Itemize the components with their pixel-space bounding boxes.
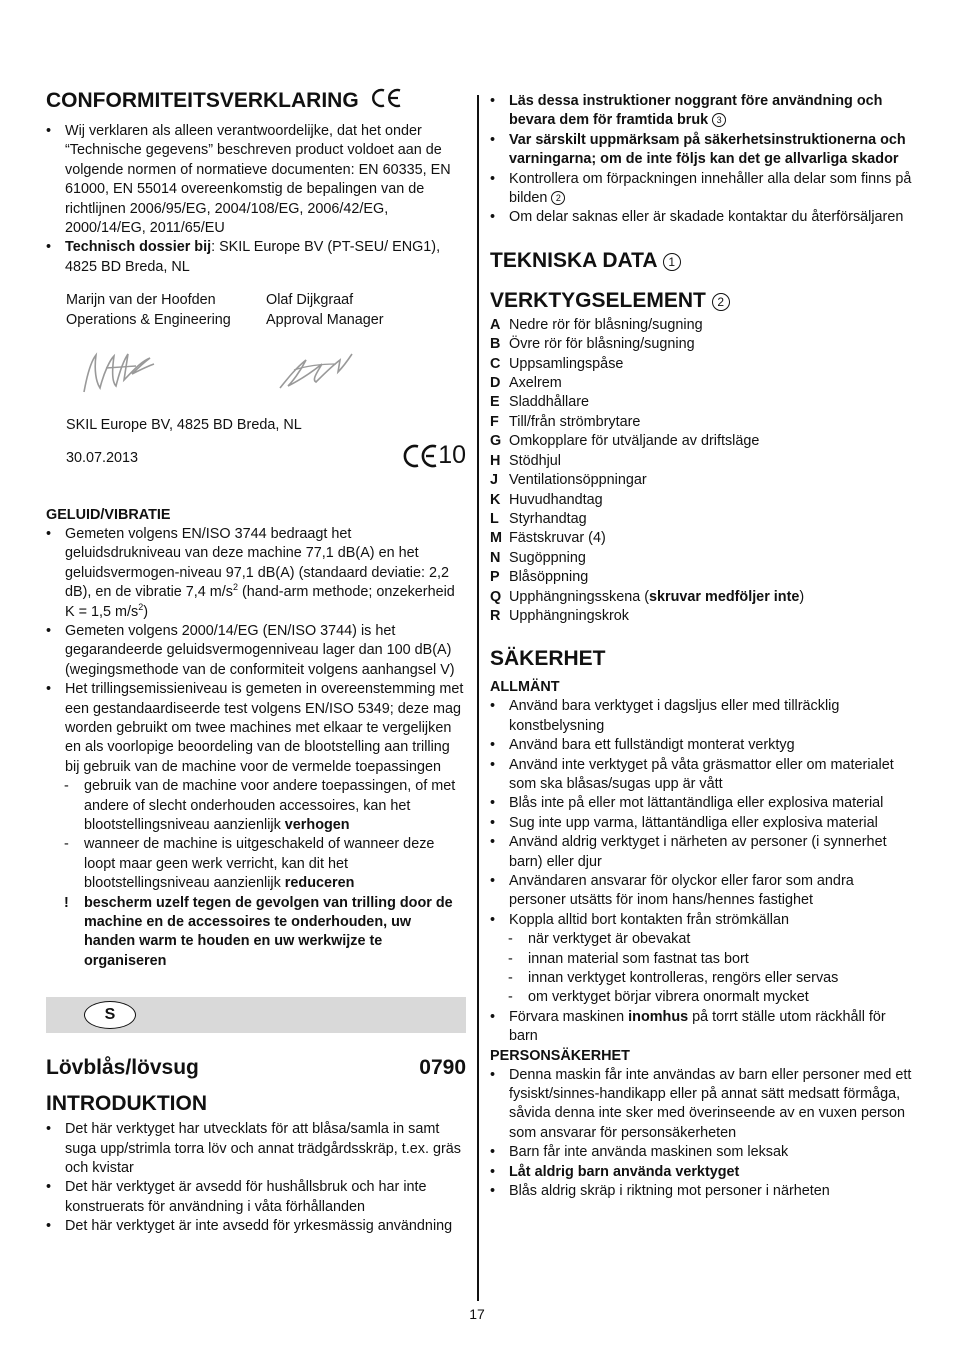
parts-list-tail <box>490 588 912 627</box>
intro-list <box>46 1120 466 1236</box>
list-item: • Det här verktyget är inte avsedd för yrkesmässig användning <box>46 1217 466 1236</box>
general-safety-title: ALLMÄNT <box>490 679 560 696</box>
signatures <box>46 291 466 408</box>
list-item: • Gemeten volgens 2000/14/EG (EN/ISO 3744) is het gegarandeerde geluidsvermogenniveau lager dan 100 dB(A) (wegingsmethode van de conformiteit volgens aanhangsel V) <box>46 622 466 680</box>
list-item: - om verktyget börjar vibrera onormalt mycket <box>490 988 912 1007</box>
part-item: J Ventilationsöppningar <box>490 472 647 489</box>
figure-ref-icon: 2 <box>551 191 565 205</box>
list-item: - när verktyget är obevakat <box>490 930 912 949</box>
noise-sublist <box>46 777 466 893</box>
figure-ref-icon: 3 <box>712 113 726 127</box>
list-item: • Det här verktyget är avsedd för hushållsbruk och har inte konstruerats för användning i våta förhållanden <box>46 1178 466 1217</box>
list-item: • Användaren ansvarar för olyckor eller faror som andra personer utsätts för inom hans/hennes fastighet <box>490 872 912 911</box>
list-item: • Sug inte upp varma, lättantändliga eller explosiva material <box>490 814 912 833</box>
product-code: 0790 <box>419 1056 466 1080</box>
list-item: • Låt aldrig barn använda verktyget <box>490 1163 912 1182</box>
right-column <box>490 92 912 1202</box>
list-item: - innan material som fastnat tas bort <box>490 950 912 969</box>
list-item: - gebruik van de machine voor andere toepassingen, of met andere of slecht onderhouden accessoires, kan het blootstellingsniveau aanzienlijk verhogen <box>46 777 466 835</box>
disconnect-sublist <box>490 930 912 1008</box>
conformity-list <box>46 122 466 277</box>
signer-role: Approval Manager <box>266 311 384 328</box>
signer-1 <box>66 291 266 408</box>
list-item: • Blås inte på eller mot lättantändliga eller explosiva material <box>490 794 912 813</box>
list-item: • Kontrollera om förpackningen innehåller alla delar som finns på bilden 2 <box>490 170 912 209</box>
part-item: Q Upphängningsskena (skruvar medföljer inte) <box>490 588 805 605</box>
signer-2 <box>266 291 466 408</box>
list-item: • Använd aldrig verktyget i närheten av personer (i synnerhet barn) eller djur <box>490 833 912 872</box>
product-row <box>46 1055 466 1081</box>
list-item: • Använd bara ett fullständigt monterat verktyg <box>490 736 912 755</box>
signer-name: Marijn van der Hoofden <box>66 292 216 309</box>
noise-list <box>46 525 466 777</box>
part-item: A Nedre rör för blåsning/sugning <box>490 316 703 333</box>
list-item: • Barn får inte använda maskinen som leksak <box>490 1143 912 1162</box>
personal-safety-list <box>490 1066 912 1202</box>
left-column <box>46 88 466 1237</box>
list-item: • Het trillingsemissieniveau is gemeten in overeenstemming met een gestandaardiseerde test volgens EN/ISO 5349; deze mag worden gebruikt om twee machines met elkaar te vergelijken en als voorlopige beoordeling van de blootstelling aan trilling bij gebruik van de machine voor de vermelde toepassingen <box>46 680 466 777</box>
part-item: D Axelrem <box>490 375 562 392</box>
part-item: H Stödhjul <box>490 452 562 469</box>
language-bar <box>46 997 466 1033</box>
parts-list <box>490 316 912 588</box>
list-item: • Gemeten volgens EN/ISO 3744 bedraagt het geluidsdrukniveau van deze machine 77,1 dB(A) en het geluidsvermogen-niveau 97,1 dB(A) (standaard deviatie: 2,2 dB), en de vibratie 7,4 $m/s^2$ (hand-arm methode; onzekerheid K = 1,5 $m/s^2$) <box>46 525 466 622</box>
figure-ref-icon: 1 <box>663 253 681 271</box>
intro-continued-list <box>490 92 912 228</box>
part-item: B Övre rör för blåsning/sugning <box>490 336 695 353</box>
ce-mark-icon <box>369 88 403 108</box>
ce-mark-icon <box>402 443 438 469</box>
storage-list <box>490 1008 912 1047</box>
list-item: • Använd inte verktyget på våta gräsmattor eller om materialet som ska blåsas/sugas upp är vått <box>490 756 912 795</box>
company-address: SKIL Europe BV, 4825 BD Breda, NL <box>66 417 302 434</box>
conformity-title: CONFORMITEITSVERKLARING <box>46 89 359 112</box>
conformity-heading <box>46 88 466 114</box>
list-item: • Förvara maskinen inomhus på torrt ställe utom räckhåll för barn <box>490 1008 912 1047</box>
list-item: - innan verktyget kontrolleras, rengörs eller servas <box>490 969 912 988</box>
safety-title: SÄKERHET <box>490 647 606 671</box>
part-item: F Till/från strömbrytare <box>490 413 641 430</box>
part-item: G Omkopplare för utväljande av driftsläge <box>490 433 760 450</box>
part-item: R Upphängningskrok <box>490 607 630 624</box>
ce-number: 10 <box>438 441 466 470</box>
list-item: • Denna maskin får inte användas av barn eller personer med ett fysiskt/sinnes-handikapp eller på annat sätt medsatt förmåga, såvida denna inte sker med överinseende av en vuxen person som ansvarar för personsäkerheten <box>490 1066 912 1144</box>
ce-number-mark <box>402 443 466 469</box>
tech-data-heading: TEKNISKA DATA 1 <box>490 248 912 274</box>
declaration-date: 30.07.2013 <box>66 450 139 467</box>
part-item: E Sladdhållare <box>490 394 590 411</box>
page-number: 17 <box>469 1306 485 1322</box>
personal-safety-title: PERSONSÄKERHET <box>490 1047 630 1064</box>
product-name: Lövblås/lövsug <box>46 1056 199 1080</box>
elements-heading: VERKTYGSELEMENT 2 <box>490 288 912 314</box>
list-item: • Koppla alltid bort kontakten från strömkällan <box>490 911 912 930</box>
column-divider <box>477 95 479 1301</box>
signer-role: Operations & Engineering <box>66 311 231 328</box>
list-item: • Läs dessa instruktioner noggrant före användning och bevara dem för framtida bruk 3 <box>490 92 912 131</box>
noise-title: GELUID/VIBRATIE <box>46 506 171 523</box>
part-item: N Sugöppning <box>490 549 586 566</box>
list-item: • Blås aldrig skräp i riktning mot personer i närheten <box>490 1182 912 1201</box>
list-item: • Wij verklaren als alleen verantwoordelijke, dat het onder “Technische gegevens” beschreven product voldoet aan de volgende normen of normatieve documenten: EN 60335, EN 61000, EN 55014 overeenkomstig de bepalingen van de richtlijnen 2006/95/EG, 2004/108/EG, 2006/42/EG, 2000/14/EG, 2011/65/EU <box>46 122 466 238</box>
part-item: P Blåsöppning <box>490 569 589 586</box>
part-item: M Fästskruvar (4) <box>490 530 606 547</box>
signer-name: Olaf Dijkgraaf <box>266 292 354 309</box>
figure-ref-icon: 2 <box>712 293 730 311</box>
intro-title: INTRODUKTION <box>46 1092 207 1116</box>
language-badge: S <box>84 1001 136 1029</box>
vibration-warning: ! bescherm uzelf tegen de gevolgen van trilling door de machine en de accessoires te onderhouden, uw handen warm te houden en uw werkwijze te organiseren <box>46 894 466 972</box>
list-item: - wanneer de machine is uitgeschakeld of wanneer deze loopt maar geen werk verricht, kan dit het blootstellingsniveau aanzienlijk reduceren <box>46 835 466 893</box>
signature-scribble-icon <box>266 330 376 402</box>
general-safety-list <box>490 697 912 930</box>
list-item: • Technisch dossier bij: SKIL Europe BV (PT-SEU/ ENG1), 4825 BD Breda, NL <box>46 238 466 277</box>
part-item: C Uppsamlingspåse <box>490 355 624 372</box>
list-item: • Om delar saknas eller är skadade kontaktar du återförsäljaren <box>490 208 912 227</box>
list-item: • Använd bara verktyget i dagsljus eller med tillräcklig konstbelysning <box>490 697 912 736</box>
signature-scribble-icon <box>66 330 186 402</box>
part-item: L Styrhandtag <box>490 510 587 527</box>
part-item: K Huvudhandtag <box>490 491 603 508</box>
date-row <box>46 441 466 470</box>
list-item: • Var särskilt uppmärksam på säkerhetsinstruktionerna och varningarna; om de inte följs kan det ge allvarliga skador <box>490 131 912 170</box>
list-item: • Det här verktyget har utvecklats för att blåsa/samla in samt suga upp/strimla torra löv och annat trädgårdsskräp, t.ex. gräs och kvistar <box>46 1120 466 1178</box>
